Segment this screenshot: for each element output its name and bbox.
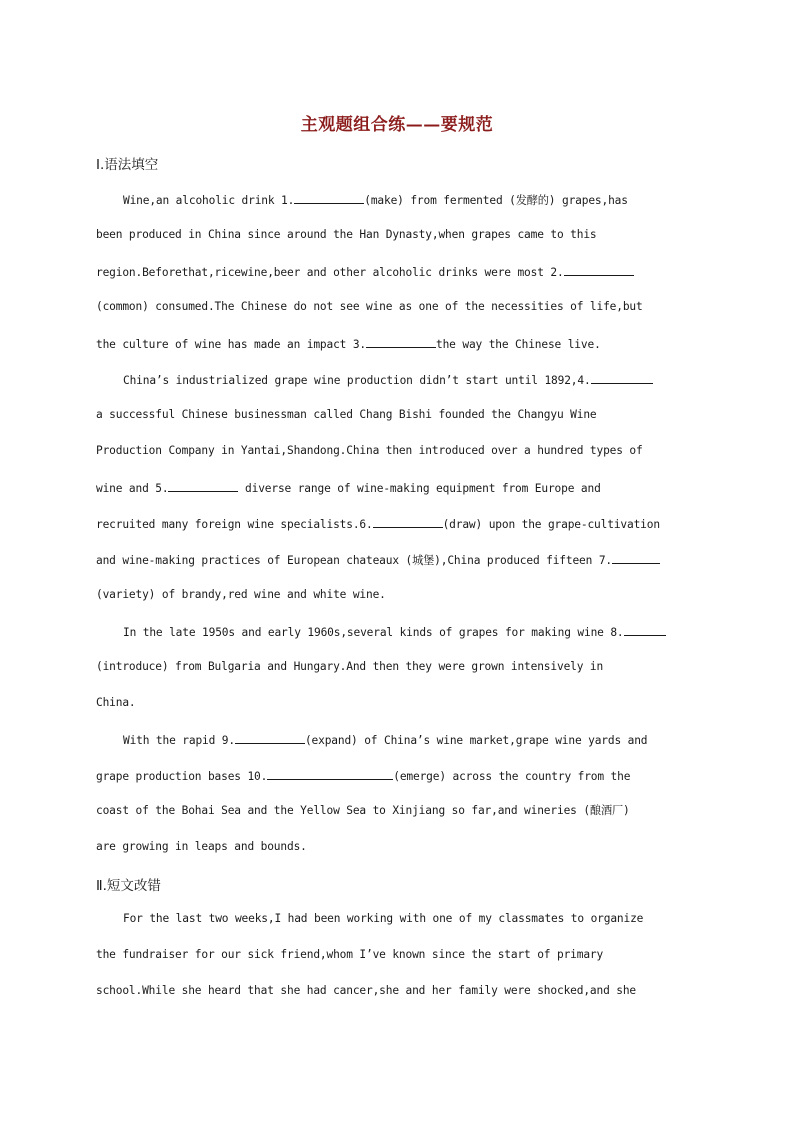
text-segment: (emerge) across the country from the [393,770,631,783]
blank-6[interactable] [373,515,443,528]
blank-10[interactable] [267,767,393,780]
text-line [96,335,706,353]
text-line [123,191,733,209]
blank-3[interactable] [366,335,436,348]
text-segment: (expand) of China’s wine market,grape wine yards and [304,734,648,747]
blank-7[interactable] [612,551,660,564]
text-segment: the way the Chinese live. [436,338,601,351]
text-segment: With the rapid 9. [123,734,235,747]
text-line: been produced in China since around the Han Dynasty,when grapes came to this [96,228,597,241]
text-line: (introduce) from Bulgaria and Hungary.And then they were grown intensively in [96,660,604,673]
text-line: are growing in leaps and bounds. [96,840,307,853]
text-line [96,263,706,281]
text-line: the fundraiser for our sick friend,whom I’ve known since the start of primary [96,948,604,961]
text-segment: and wine-making practices of European chateaux (城堡),China produced fifteen 7. [96,554,612,567]
text-segment: diverse range of wine-making equipment from Europe and [238,482,601,495]
text-line: (variety) of brandy,red wine and white wine. [96,588,386,601]
text-segment: grape production bases 10. [96,770,268,783]
blank-9[interactable] [235,731,305,744]
page-title: 主观题组合练——要规范 [300,115,494,135]
section-heading-error-correction: Ⅱ.短文改错 [96,878,161,894]
text-segment: In the late 1950s and early 1960s,several kinds of grapes for making wine 8. [123,626,624,639]
text-line: (common) consumed.The Chinese do not see wine as one of the necessities of life,but [96,300,643,313]
text-segment: wine and 5. [96,482,169,495]
text-segment: (draw) upon the grape-cultivation [442,518,660,531]
text-line [96,479,706,497]
text-line: a successful Chinese businessman called Chang Bishi founded the Changyu Wine [96,408,597,421]
blank-5[interactable] [168,479,238,492]
text-line [96,551,706,569]
text-line [123,731,733,749]
text-segment: Wine,an alcoholic drink 1. [123,194,295,207]
text-segment: (make) from fermented (发酵的) grapes,has [364,194,628,207]
text-line: coast of the Bohai Sea and the Yellow Sea to Xinjiang so far,and wineries (酿酒厂) [96,804,630,817]
text-line: For the last two weeks,I had been working with one of my classmates to organize [123,912,644,925]
text-segment: region.Beforethat,ricewine,beer and other alcoholic drinks were most 2. [96,266,564,279]
text-line: school.While she heard that she had cancer,she and her family were shocked,and she [96,984,637,997]
text-line [123,623,733,641]
text-segment: the culture of wine has made an impact 3. [96,338,367,351]
text-segment: China’s industrialized grape wine production didn’t start until 1892,4. [123,374,591,387]
text-line [123,371,733,389]
blank-1[interactable] [294,191,364,204]
text-line [96,515,706,533]
blank-4[interactable] [591,371,653,384]
section-heading-grammar-fill: Ⅰ.语法填空 [96,157,159,173]
text-line: China. [96,696,136,709]
blank-8[interactable] [624,623,666,636]
blank-2[interactable] [564,263,634,276]
text-line: Production Company in Yantai,Shandong.China then introduced over a hundred types of [96,444,643,457]
text-segment: recruited many foreign wine specialists.6. [96,518,373,531]
text-line [96,767,706,785]
